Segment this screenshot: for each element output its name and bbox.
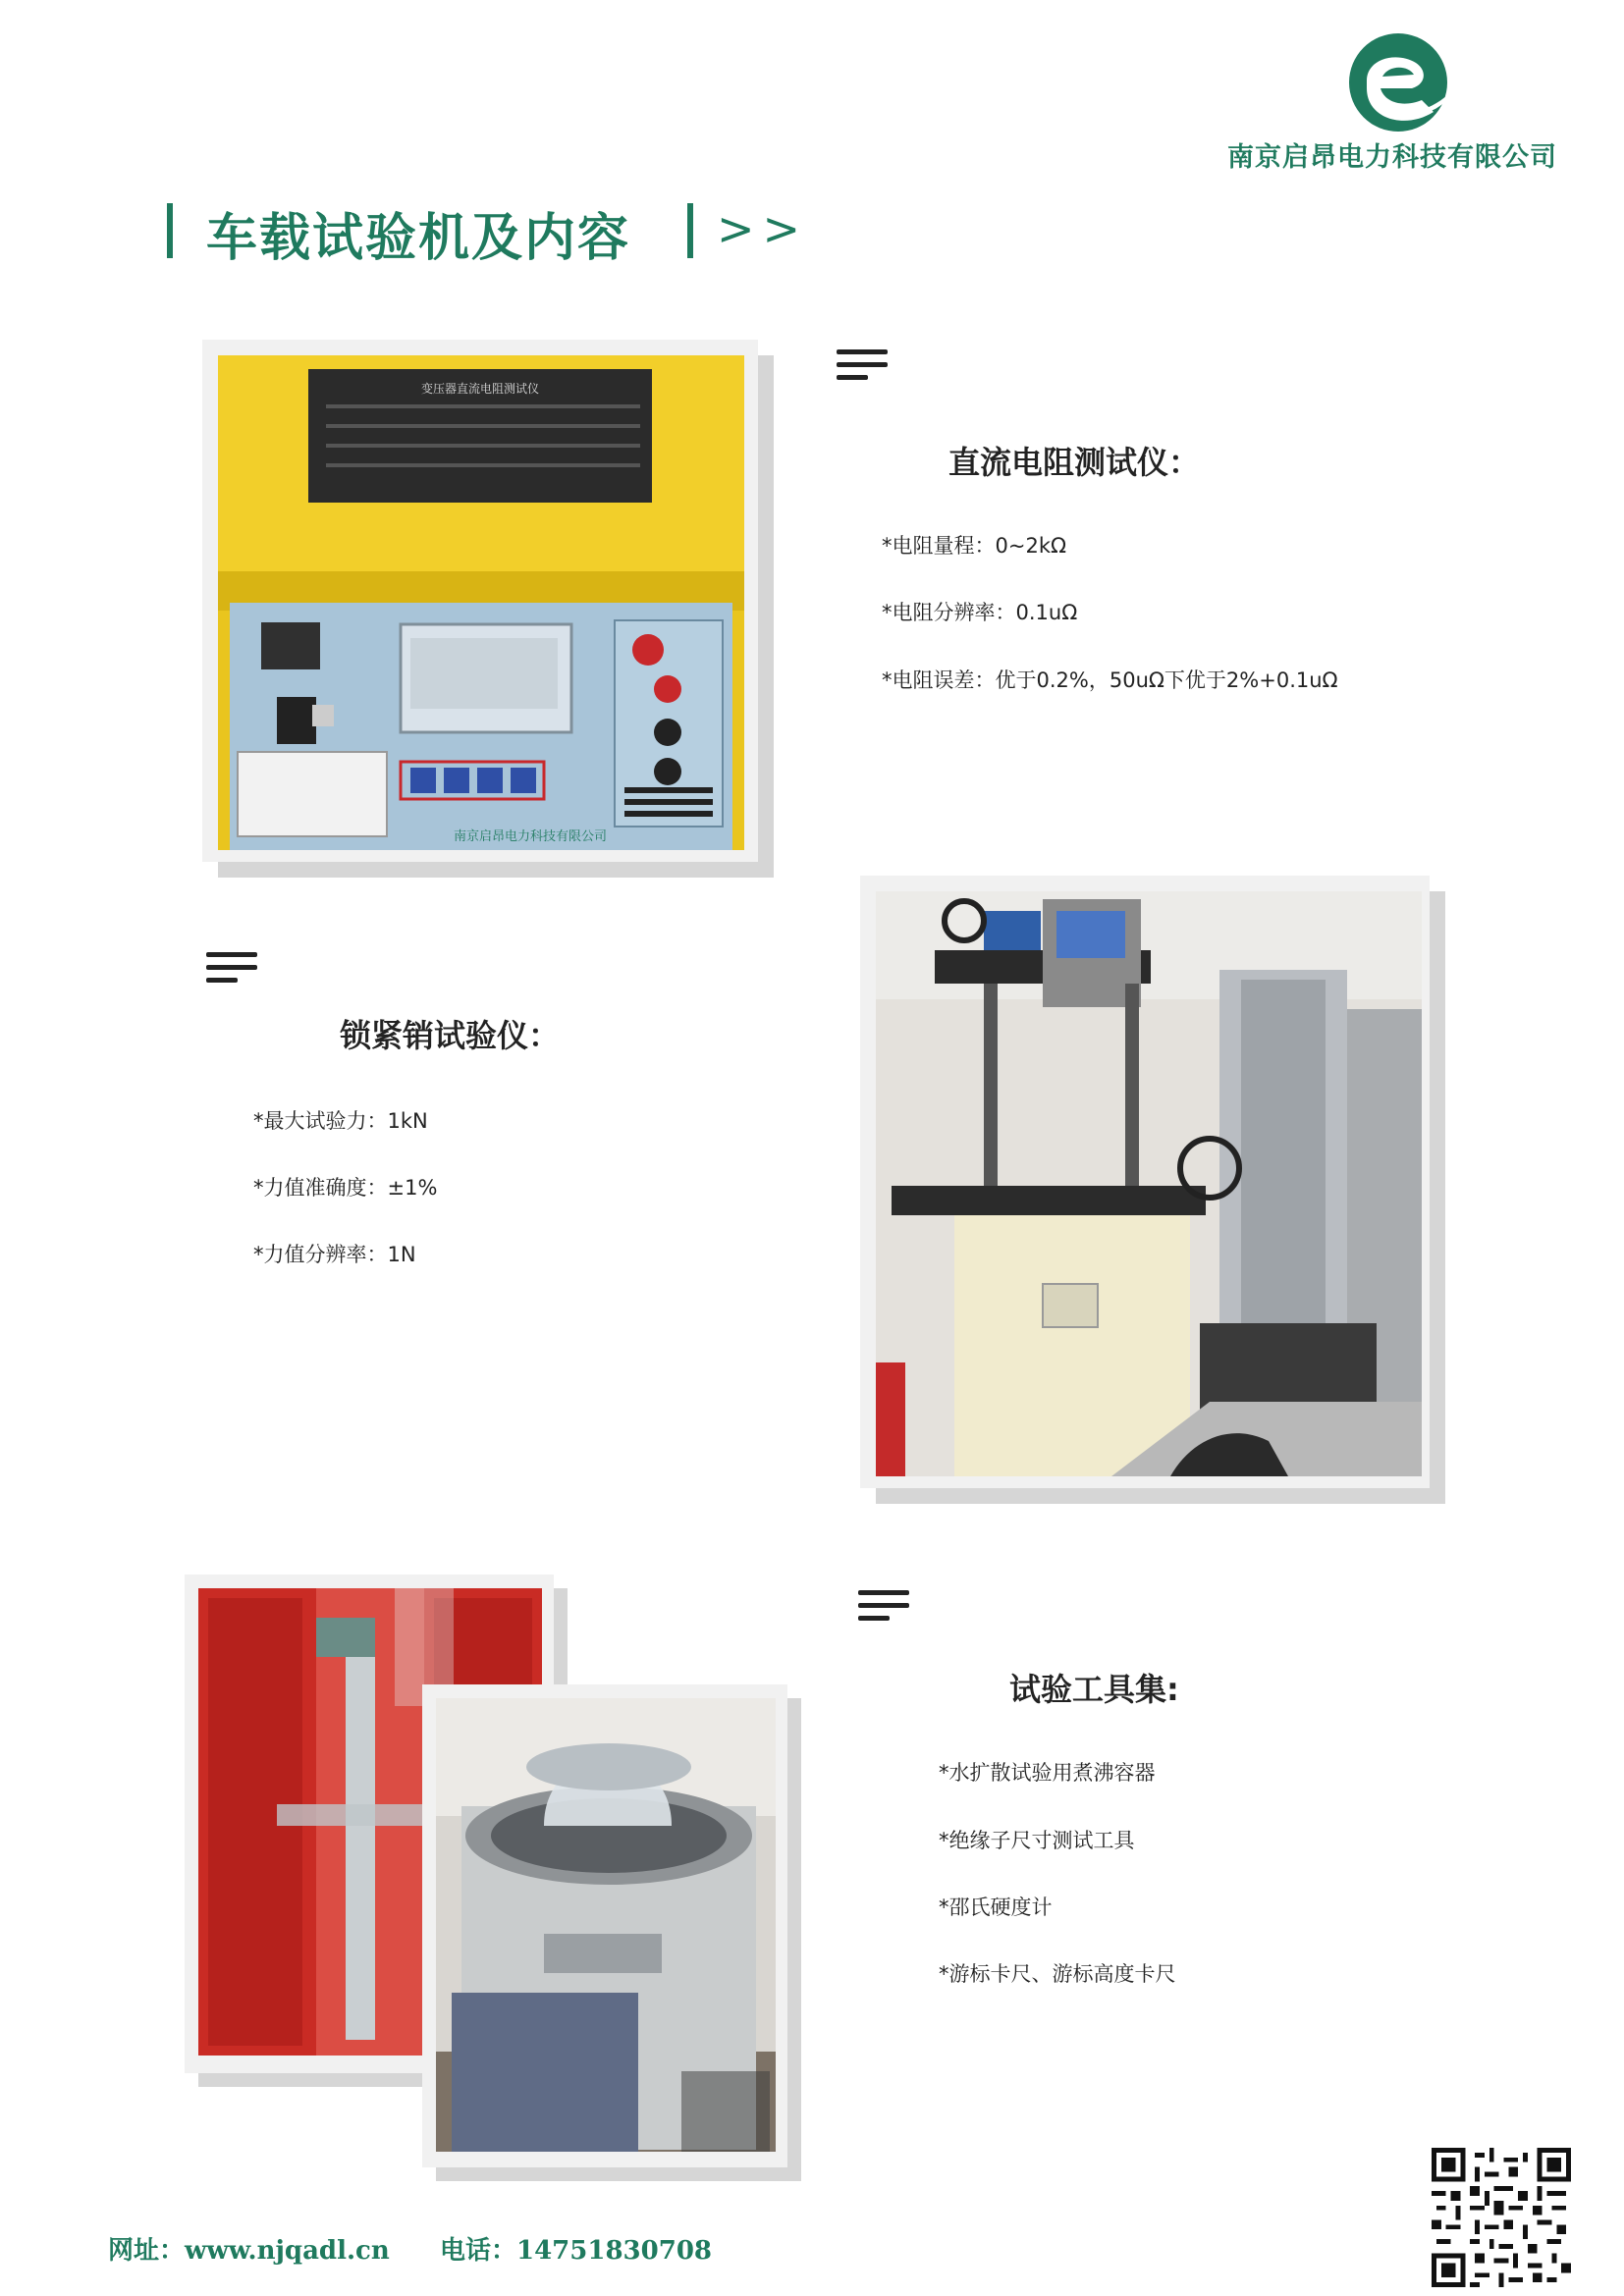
spec-item: *电阻量程：0~2kΩ — [882, 534, 1067, 558]
device-brand-text: 南京启昂电力科技有限公司 — [454, 829, 608, 844]
dc-resistance-tester-photo — [218, 355, 744, 850]
title-right-bar — [687, 203, 693, 258]
menu-lines-icon — [206, 952, 257, 986]
footer-phone: 电话：14751830708 — [440, 2236, 712, 2266]
spec-item: *力值准确度：±1% — [253, 1176, 438, 1200]
spec-item: *最大试验力：1kN — [253, 1109, 428, 1133]
lock-pin-tester-photo — [876, 891, 1422, 1476]
tool-kit-title: 试验工具集: — [1009, 1671, 1179, 1708]
panel-title-text: 变压器直流电阻测试仪 — [420, 382, 540, 396]
company-name: 南京启昂电力科技有限公司 — [1227, 142, 1557, 173]
menu-lines-icon — [837, 349, 888, 383]
spec-item: *绝缘子尺寸测试工具 — [939, 1829, 1135, 1852]
menu-lines-icon — [858, 1590, 909, 1624]
spec-item: *力值分辨率：1N — [253, 1243, 416, 1266]
boiling-container-photo — [436, 1698, 776, 2152]
page-title: 车载试验机及内容 — [206, 209, 631, 268]
qr-code-icon — [1432, 2148, 1571, 2287]
company-logo-icon — [1337, 29, 1465, 137]
lock-pin-title: 锁紧销试验仪： — [340, 1017, 561, 1054]
footer-website[interactable]: 网址：www.njqadl.cn — [108, 2236, 390, 2266]
title-arrows: >> — [717, 202, 809, 255]
spec-item: *游标卡尺、游标高度卡尺 — [939, 1962, 1176, 1986]
spec-item: *电阻分辨率：0.1uΩ — [882, 601, 1078, 624]
dc-resistance-title: 直流电阻测试仪： — [948, 444, 1201, 481]
spec-item: *电阻误差：优于0.2%，50uΩ下优于2%+0.1uΩ — [882, 668, 1338, 692]
title-left-bar — [167, 203, 173, 258]
spec-item: *水扩散试验用煮沸容器 — [939, 1761, 1156, 1785]
spec-item: *邵氏硬度计 — [939, 1896, 1053, 1919]
